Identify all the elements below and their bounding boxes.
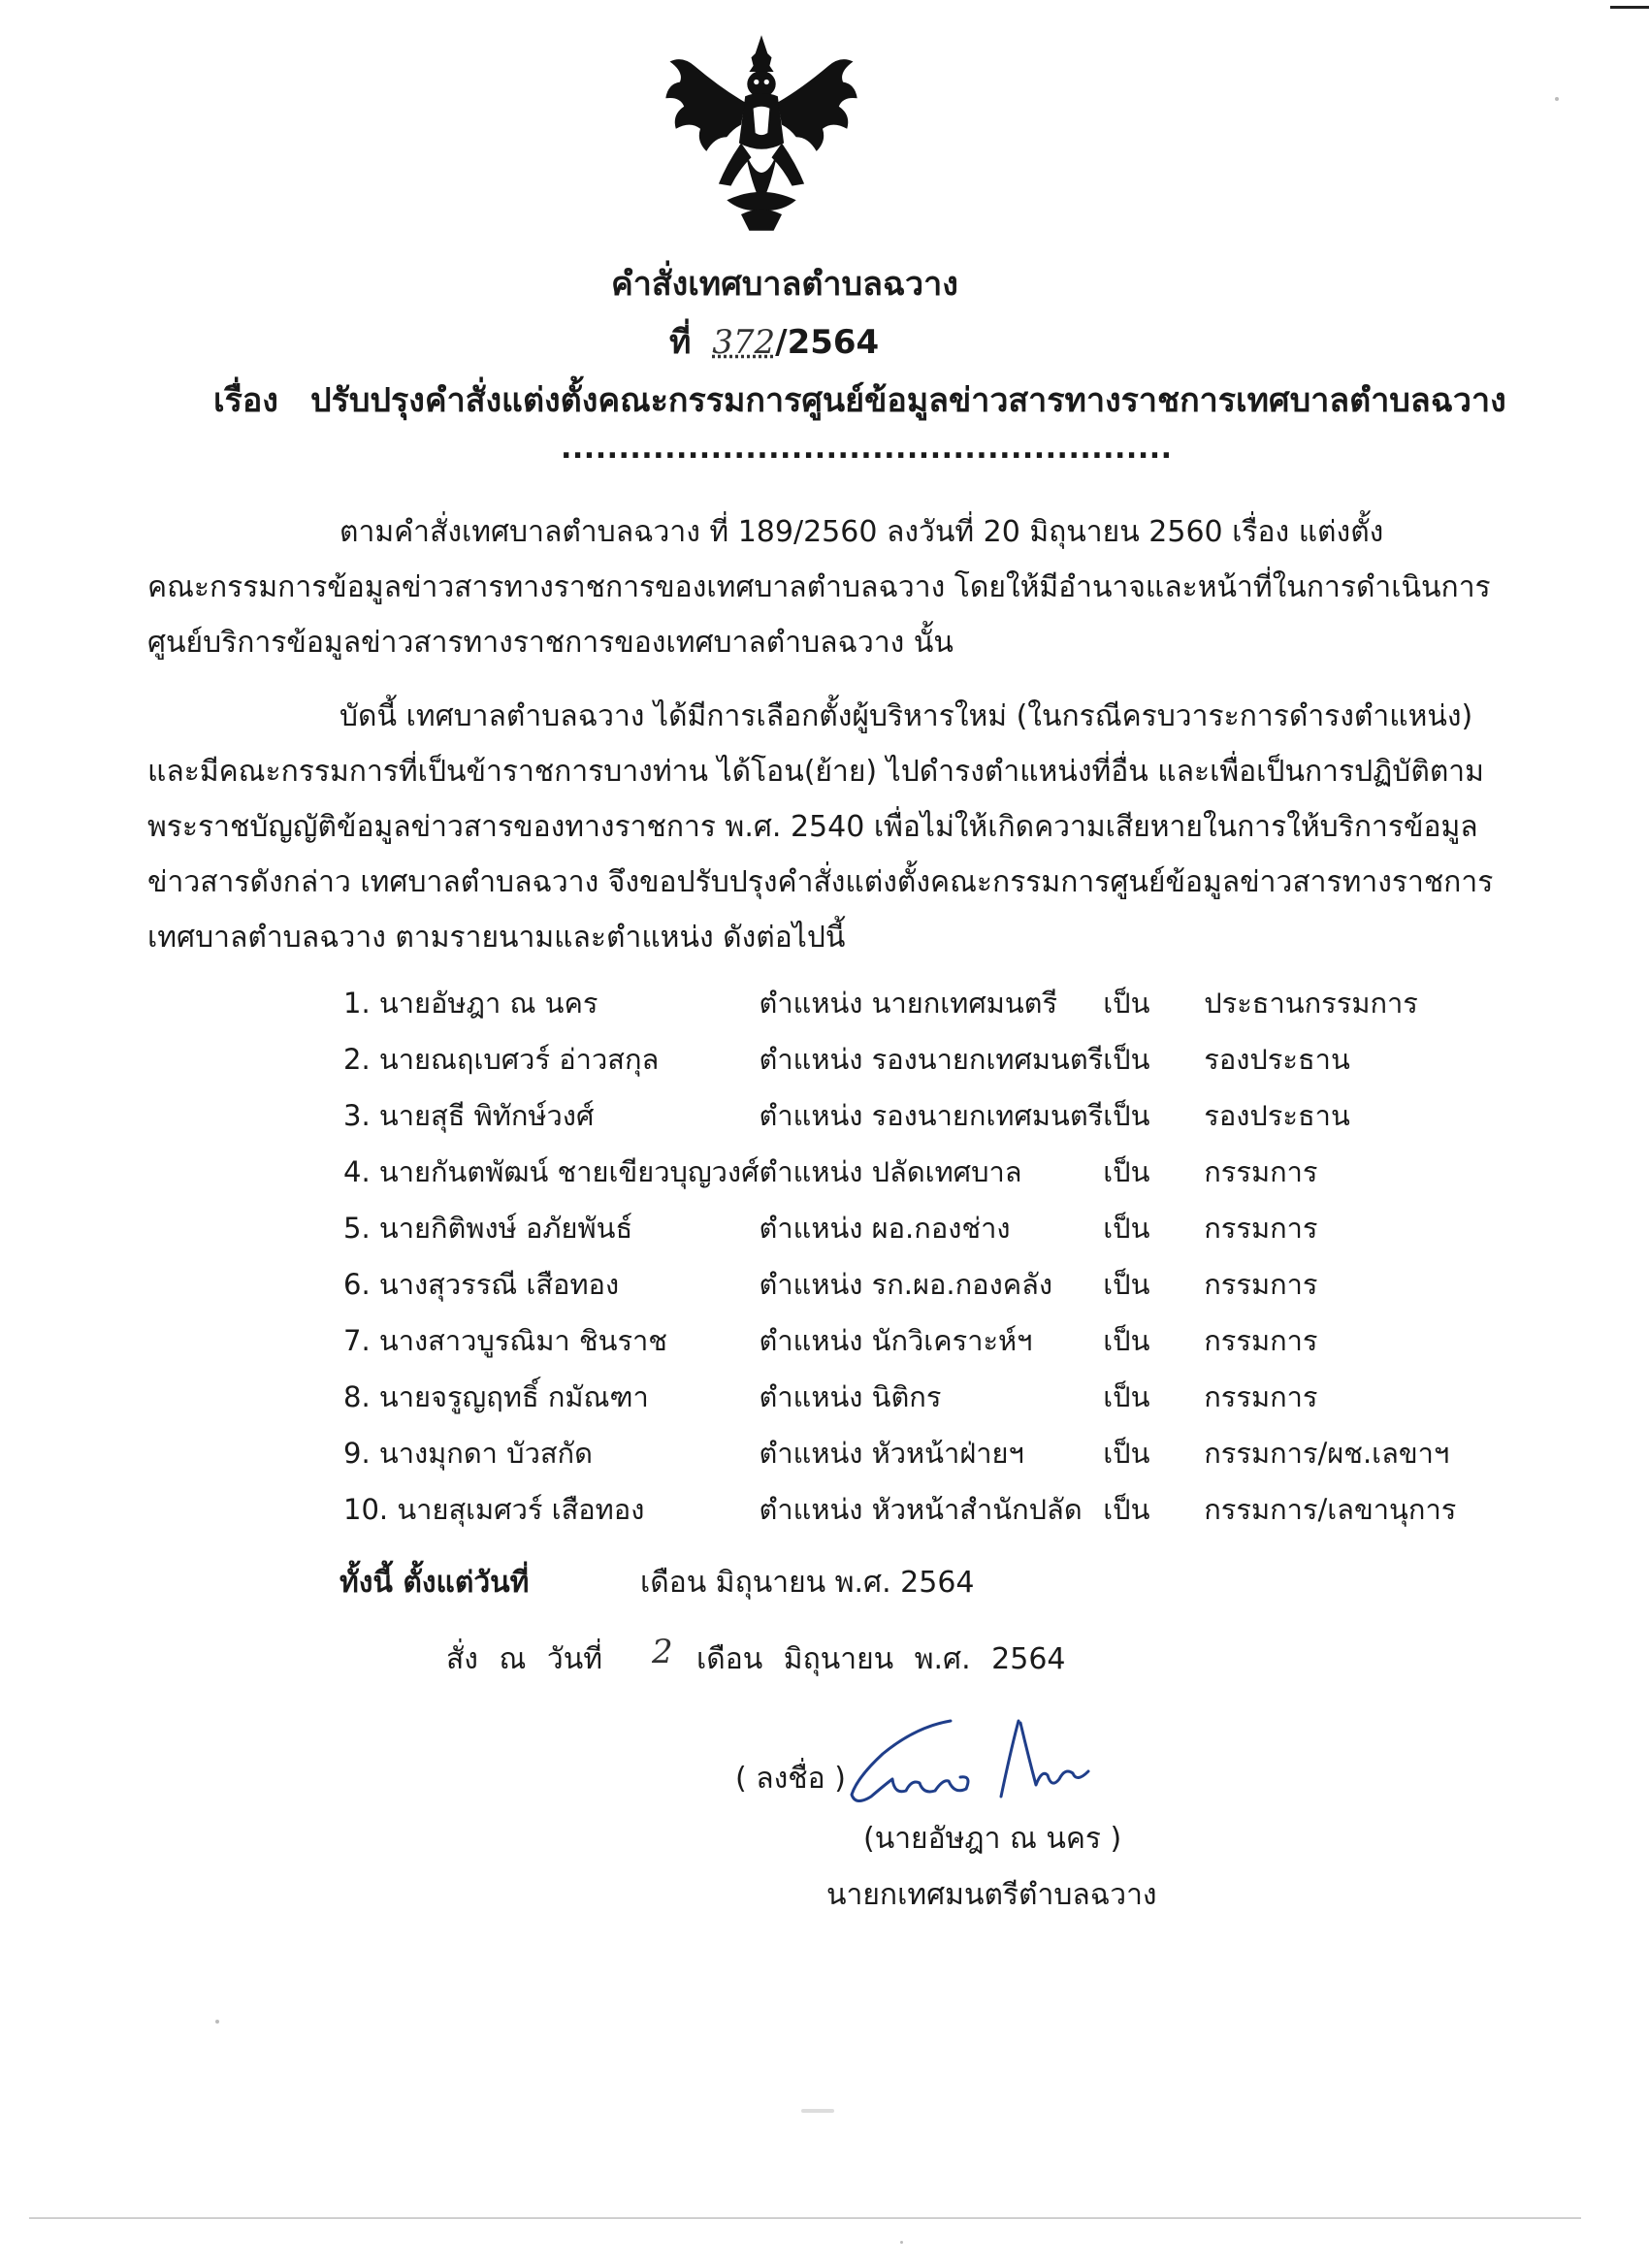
member-name: 3. นายสุธี พิทักษ์วงศ์ <box>343 1099 595 1132</box>
member-role: กรรมการ/เลขานุการ <box>1204 1493 1457 1526</box>
member-role: ประธานกรรมการ <box>1204 987 1418 1020</box>
scan-speck <box>900 2241 903 2244</box>
member-be: เป็น <box>1103 1493 1150 1526</box>
member-role: กรรมการ/ผช.เลขาฯ <box>1204 1437 1450 1470</box>
member-role: กรรมการ <box>1204 1324 1318 1357</box>
member-name: 2. นายณฤเบศวร์ อ่าวสกุล <box>343 1043 660 1076</box>
member-position: ตำแหน่ง รองนายกเทศมนตรี <box>759 1099 1104 1132</box>
member-be: เป็น <box>1103 1268 1150 1301</box>
order-date-prefix: สั่ง ณ วันที่ <box>446 1642 602 1676</box>
member-role: กรรมการ <box>1204 1268 1318 1301</box>
member-name: 6. นางสุวรรณี เสือทอง <box>343 1268 620 1301</box>
member-name: 8. นายจรูญฤทธิ์ กมัณฑา <box>343 1380 649 1413</box>
table-row <box>343 975 1456 1031</box>
member-role: กรรมการ <box>1204 1155 1318 1188</box>
handwritten-signature <box>834 1707 1106 1814</box>
table-row <box>343 1256 1456 1312</box>
member-name: 5. นายกิติพงษ์ อภัยพันธ์ <box>343 1212 633 1245</box>
para2-line: พระราชบัญญัติข้อมูลข่าวสารของทางราชการ พ.ศ. 2540 เพื่อไม่ให้เกิดความเสียหายในการให้บริการข้อมูล <box>147 810 1478 844</box>
member-position: ตำแหน่ง ปลัดเทศบาล <box>759 1155 1022 1188</box>
effective-prefix: ทั้งนี้ ตั้งแต่วันที่ <box>340 1566 530 1600</box>
member-name: 4. นายกันตพัฒน์ ชายเขียวบุญวงศ์ <box>343 1155 760 1188</box>
garuda-emblem-icon <box>660 31 863 235</box>
member-name: 1. นายอัษฎา ณ นคร <box>343 987 598 1020</box>
signer-title: นายกเทศมนตรีตำบลฉวาง <box>826 1878 1157 1912</box>
member-role: รองประธาน <box>1204 1043 1350 1076</box>
table-row <box>343 1087 1456 1144</box>
member-name: 9. นางมุกดา บัวสกัด <box>343 1437 593 1470</box>
member-position: ตำแหน่ง หัวหน้าสำนักปลัด <box>759 1493 1083 1526</box>
para1-line: ตามคำสั่งเทศบาลตำบลฉวาง ที่ 189/2560 ลงวันที่ 20 มิถุนายน 2560 เรื่อง แต่งตั้ง <box>340 515 1384 549</box>
order-number <box>669 315 879 368</box>
member-be: เป็น <box>1103 1380 1150 1413</box>
scan-edge-mark <box>1610 6 1649 9</box>
para1-line: คณะกรรมการข้อมูลข่าวสารทางราชการของเทศบาลตำบลฉวาง โดยให้มีอำนาจและหน้าที่ในการดำเนินการ <box>147 570 1491 604</box>
para2-line: และมีคณะกรรมการที่เป็นข้าราชการบางท่าน ได้โอน(ย้าย) ไปดำรงตำแหน่งที่อื่น และเพื่อเป็นการปฏิบัติตาม <box>147 755 1484 789</box>
member-role: รองประธาน <box>1204 1099 1350 1132</box>
member-position: ตำแหน่ง นายกเทศมนตรี <box>759 987 1058 1020</box>
order-number-suffix: /2564 <box>775 323 880 362</box>
signer-name: (นายอัษฎา ณ นคร ) <box>863 1822 1122 1856</box>
member-position: ตำแหน่ง รก.ผอ.กองคลัง <box>759 1268 1053 1301</box>
table-row <box>343 1031 1456 1087</box>
para1-line: ศูนย์บริการข้อมูลข่าวสารทางราชการของเทศบาลตำบลฉวาง นั้น <box>147 626 954 660</box>
member-be: เป็น <box>1103 1155 1150 1188</box>
table-row <box>343 1200 1456 1256</box>
scan-speck <box>215 2020 219 2024</box>
subject-label: เรื่อง <box>213 381 278 420</box>
member-be: เป็น <box>1103 1437 1150 1470</box>
member-position: ตำแหน่ง นักวิเคราะห์ฯ <box>759 1324 1033 1357</box>
order-number-prefix: ที่ <box>669 323 692 362</box>
member-be: เป็น <box>1103 987 1150 1020</box>
para2-line: เทศบาลตำบลฉวาง ตามรายนามและตำแหน่ง ดังต่อไปนี้ <box>147 921 846 955</box>
member-be: เป็น <box>1103 1099 1150 1132</box>
order-date-day-handwritten: 2 <box>652 1633 673 1671</box>
para2-line: บัดนี้ เทศบาลตำบลฉวาง ได้มีการเลือกตั้งผู้บริหารใหม่ (ในกรณีครบวาระการดำรงตำแหน่ง) <box>340 699 1473 733</box>
table-row <box>343 1312 1456 1369</box>
order-date-month-year: เดือน มิถุนายน พ.ศ. 2564 <box>696 1642 1066 1676</box>
scan-speck <box>1555 97 1559 101</box>
table-row <box>343 1481 1456 1538</box>
members-table <box>343 975 1456 1538</box>
scan-bottom-edge <box>29 2218 1581 2219</box>
member-role: กรรมการ <box>1204 1212 1318 1245</box>
member-position: ตำแหน่ง นิติกร <box>759 1380 942 1413</box>
member-be: เป็น <box>1103 1212 1150 1245</box>
member-position: ตำแหน่ง ผอ.กองช่าง <box>759 1212 1011 1245</box>
member-be: เป็น <box>1103 1324 1150 1357</box>
member-position: ตำแหน่ง หัวหน้าฝ่ายฯ <box>759 1437 1024 1470</box>
member-name: 7. นางสาวบูรณิมา ชินราช <box>343 1324 667 1357</box>
table-row <box>343 1369 1456 1425</box>
sign-label: ( ลงชื่อ ) <box>735 1762 846 1796</box>
member-name: 10. นายสุเมศวร์ เสือทอง <box>343 1493 645 1526</box>
para2-line: ข่าวสารดังกล่าว เทศบาลตำบลฉวาง จึงขอปรับปรุงคำสั่งแต่งตั้งคณะกรรมการศูนย์ข้อมูลข่าวสารทางราชการ <box>147 865 1494 899</box>
member-position: ตำแหน่ง รองนายกเทศมนตรี <box>759 1043 1104 1076</box>
member-role: กรรมการ <box>1204 1380 1318 1413</box>
table-row <box>343 1144 1456 1200</box>
order-number-handwritten: 372 <box>712 323 776 362</box>
table-row <box>343 1425 1456 1481</box>
order-title: คำสั่งเทศบาลตำบลฉวาง <box>611 265 958 304</box>
header-divider: ..................................................... <box>561 432 1173 466</box>
member-be: เป็น <box>1103 1043 1150 1076</box>
subject-text: ปรับปรุงคำสั่งแต่งตั้งคณะกรรมการศูนย์ข้อมูลข่าวสารทางราชการเทศบาลตำบลฉวาง <box>310 381 1506 420</box>
effective-month-year: เดือน มิถุนายน พ.ศ. 2564 <box>640 1566 975 1600</box>
scan-speck <box>801 2109 834 2113</box>
